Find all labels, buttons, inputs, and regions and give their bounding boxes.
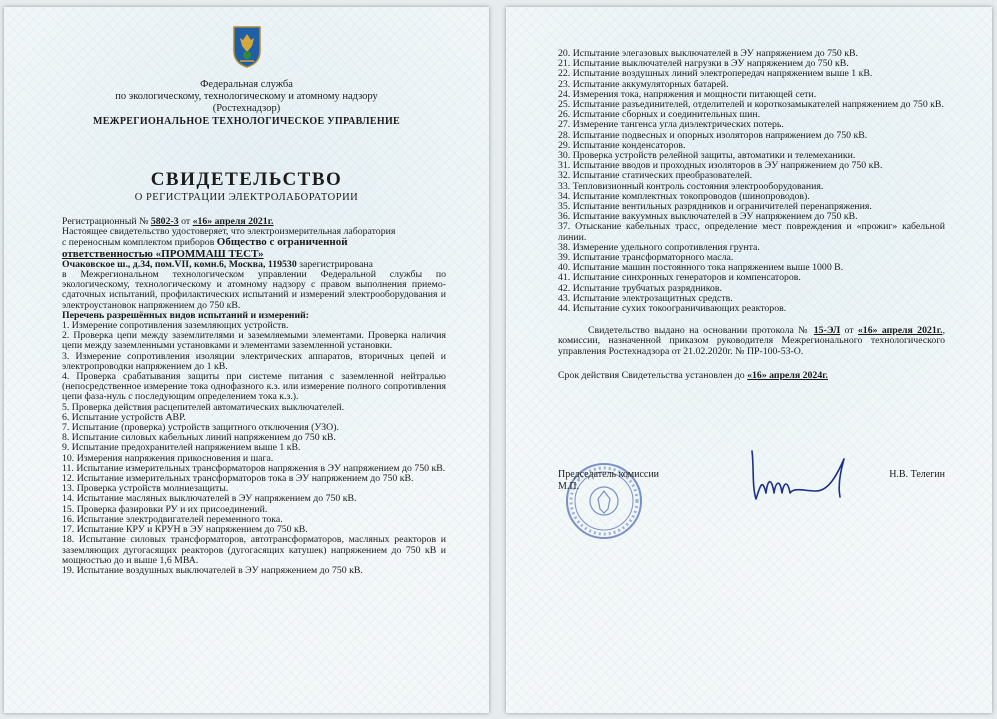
test-item: 24. Измерения тока, напряжения и мощности питающей сети.	[558, 88, 817, 100]
test-item: 25. Испытание разъединителей, отделителей и короткозамыкателей напряжением до 750 кВ.	[558, 99, 944, 111]
test-item: 18. Испытание силовых трансформаторов, автотрансформаторов, масляных реакторов и заземляющих дугогасящих реакторов (дугогасящих катушек) напряжением до 750 кВ и мощностью до и выше 1,6 МВА.	[62, 534, 446, 566]
test-item: 32. Испытание статических преобразователей.	[558, 170, 753, 182]
certificate-body-left	[62, 217, 446, 576]
test-item: 16. Испытание электродвигателей переменного тока.	[62, 513, 283, 525]
validity-line: Срок действия Свидетельства установлен до «16» апреля 2024г.	[558, 369, 829, 381]
test-item: 26. Испытание сборных и соединительных шин.	[558, 109, 761, 121]
intro-body: в Межрегиональном технологическом управлении Федеральной службы по экологическому, технологическому и атомному надзору с правом выполнения приемо-сдаточных испытаний, профилактических испытаний и измерений электрооборудования и электроустановок напряжением до 750 кВ.	[62, 269, 446, 311]
test-item: 30. Проверка устройств релейной защиты, автоматики и телемеханики.	[558, 150, 856, 162]
seal-place-label: М.П.	[558, 481, 580, 492]
test-item: 9. Испытание предохранителей напряжением выше 1 кВ.	[62, 442, 301, 454]
test-item: 27. Измерение тангенса угла диэлектрических потерь.	[558, 119, 784, 131]
handwritten-signature	[744, 447, 859, 509]
certificate-page-right	[506, 7, 992, 713]
registration-line: Регистрационный № 5802-3 от «16» апреля 2021г.	[62, 216, 274, 227]
agency-name-line3: (Ростехнадзор)	[212, 103, 281, 114]
agency-name-line1: Федеральная служба	[200, 79, 293, 90]
certificate-page-left	[4, 7, 489, 713]
test-item: 4. Проверка срабатывания защиты при системе питания с заземленной нейтралью (непосредственное измерение тока однофазного к.з. или измерение полного сопротивления цепи фаза-нуль с последующим определением тока к.з.).	[62, 371, 446, 403]
intro-org-line: с переносным комплектом приборов Общество с ограниченной	[62, 236, 348, 249]
test-item: 34. Испытание комплектных токопроводов (шинопроводов).	[558, 190, 810, 202]
test-item: 20. Испытание элегазовых выключателей в ЭУ напряжением до 750 кВ.	[558, 48, 858, 59]
document-title	[4, 169, 489, 203]
test-item: 3. Измерение сопротивления изоляции электрических аппаратов, вторичных цепей и электропроводки напряжением до 1 кВ.	[62, 350, 446, 372]
test-item: 23. Испытание аккумуляторных батарей.	[558, 78, 729, 90]
test-item: 1. Измерение сопротивления заземляющих устройств.	[62, 320, 289, 332]
test-item: 28. Испытание подвесных и опорных изоляторов напряжением до 750 кВ.	[558, 129, 868, 141]
organization-address: Очаковское ш., д.34, пом.VII, комн.6, Москва, 119530	[62, 258, 297, 270]
test-item: 31. Испытание вводов и проходных изоляторов в ЭУ напряжением до 750 кВ.	[558, 160, 883, 172]
coat-of-arms-emblem	[232, 25, 262, 69]
signatory-role: Председатель комиссии	[558, 469, 660, 480]
intro-address-line: Очаковское ш., д.34, пом.VII, комн.6, Москва, 119530 зарегистрирована	[62, 258, 374, 270]
test-item: 12. Испытание измерительных трансформаторов тока в ЭУ напряжением до 750 кВ.	[62, 473, 414, 485]
agency-name-line2: по экологическому, технологическому и атомному надзору	[115, 91, 378, 102]
test-item: 22. Испытание воздушных линий электропередач напряжением выше 1 кВ.	[558, 68, 873, 80]
organization-name-part2: ответственностью «ПРОММАШ ТЕСТ»	[62, 247, 264, 260]
protocol-number: 15-ЭЛ	[813, 325, 841, 337]
test-item: 14. Испытание масляных выключателей в ЭУ напряжением до 750 кВ.	[62, 493, 357, 505]
test-item: 10. Измерения напряжения прикосновения и шага.	[62, 452, 274, 464]
department-name: МЕЖРЕГИОНАЛЬНОЕ ТЕХНОЛОГИЧЕСКОЕ УПРАВЛЕНИЕ	[92, 116, 401, 127]
test-item: 21. Испытание выключателей нагрузки в ЭУ напряжением до 750 кВ.	[558, 58, 849, 70]
test-item: 33. Тепловизионный контроль состояния электрооборудования.	[558, 180, 824, 192]
test-item: 13. Проверка устройств молниезащиты.	[62, 483, 229, 495]
test-item: 5. Проверка действия расцепителей автоматических выключателей.	[62, 401, 345, 413]
test-item: 19. Испытание воздушных выключателей в ЭУ напряжением до 750 кВ.	[62, 564, 363, 576]
test-item: 37. Отыскание кабельных трасс, определение мест повреждения и «прожиг» кабельной линии.	[558, 221, 945, 243]
test-item: 43. Испытание электрозащитных средств.	[558, 292, 733, 304]
test-item: 6. Испытание устройств АВР.	[62, 411, 186, 423]
test-item: 44. Испытание сухих токоограничивающих реакторов.	[558, 303, 787, 315]
test-item: 11. Испытание измерительных трансформаторов напряжения в ЭУ напряжением до 750 кВ.	[62, 462, 446, 474]
test-item: 40. Испытание машин постоянного тока напряжением выше 1000 В.	[558, 262, 844, 274]
validity-date: «16» апреля 2024г.	[747, 369, 829, 381]
issuance-basis: Свидетельство выдано на основании протокола № 15-ЭЛ от «16» апреля 2021г., комиссии, назначенной приказом руководителя Межрегионального технологического управления Ростехнадзора от 21.02.2020г. № ПР-100-53-О.	[558, 325, 946, 357]
test-item: 2. Проверка цепи между заземлителями и заземляемыми элементами. Проверка наличия цепи между заземленными установками и элементами заземленной установки.	[62, 330, 446, 352]
test-item: 17. Испытание КРУ и КРУН в ЭУ напряжением до 750 кВ.	[62, 524, 308, 536]
intro-line1: Настоящее свидетельство удостоверяет, что электроизмерительная лаборатория	[62, 226, 396, 238]
test-item: 35. Испытание вентильных разрядников и ограничителей перенапряжения.	[558, 201, 872, 213]
test-item: 38. Измерение удельного сопротивления грунта.	[558, 241, 760, 253]
organization-name-part1: Общество с ограниченной	[216, 236, 348, 249]
test-item: 41. Испытание синхронных генераторов и компенсаторов.	[558, 272, 801, 284]
test-item: 42. Испытание трубчатых разрядников.	[558, 282, 722, 294]
registration-number: 5802-3	[150, 216, 179, 227]
title-main: СВИДЕТЕЛЬСТВО	[150, 169, 343, 190]
registration-date: «16» апреля 2021г.	[192, 216, 274, 227]
title-sub: О РЕГИСТРАЦИИ ЭЛЕКТРОЛАБОРАТОРИИ	[134, 192, 359, 203]
protocol-date: «16» апреля 2021г.	[857, 325, 943, 337]
tests-list-heading: Перечень разрешённых видов испытаний и измерений:	[62, 309, 309, 321]
test-item: 29. Испытание конденсаторов.	[558, 139, 686, 151]
test-item: 39. Испытание трансформаторного масла.	[558, 252, 734, 264]
issuer-header	[4, 79, 489, 128]
signatory-name: Н.В. Телегин	[889, 469, 945, 480]
test-item: 8. Испытание силовых кабельных линий напряжением до 750 кВ.	[62, 432, 336, 444]
certificate-body-right	[558, 49, 945, 381]
test-item: 7. Испытание (проверка) устройств защитного отключения (УЗО).	[62, 422, 339, 434]
test-item: 15. Проверка фазировки РУ и их присоединений.	[62, 503, 268, 515]
test-item: 36. Испытание вакуумных выключателей в ЭУ напряжением до 750 кВ.	[558, 211, 858, 223]
